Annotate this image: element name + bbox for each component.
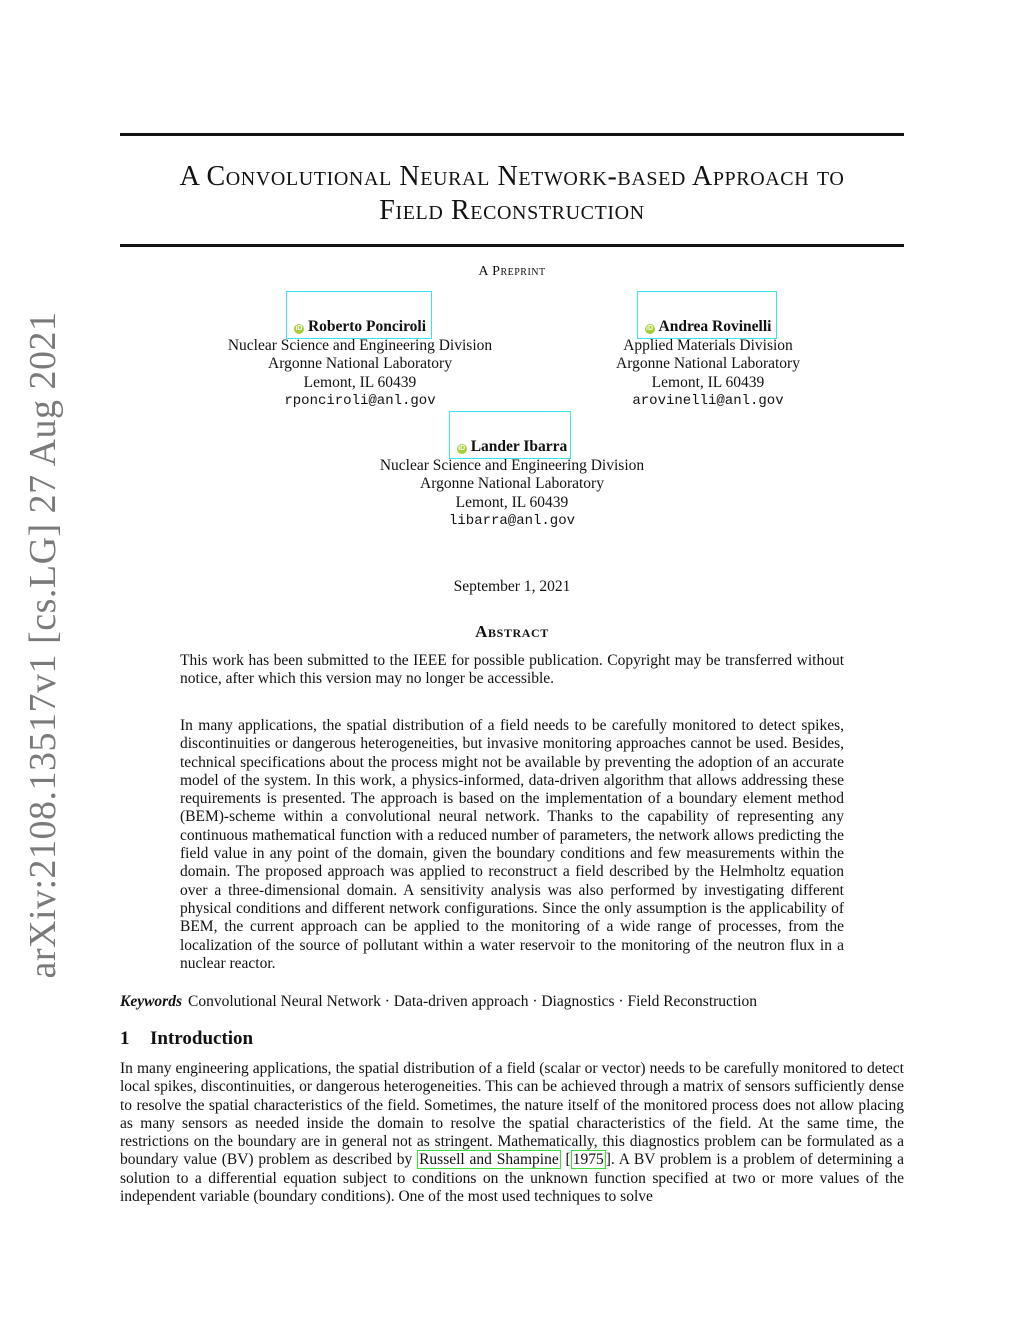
author-lab: Argonne National Laboratory xyxy=(616,355,800,372)
author-name: Andrea Rovinelli xyxy=(658,318,772,335)
orcid-icon[interactable]: iD xyxy=(458,445,466,452)
citation-link-authors[interactable]: Russell and Shampine xyxy=(419,1151,559,1169)
author-division: Nuclear Science and Engineering Division xyxy=(379,456,645,474)
arxiv-identifier-stamp[interactable]: arXiv:2108.13517v1 [cs.LG] 27 Aug 2021 xyxy=(22,311,64,979)
title-bottom-rule xyxy=(120,244,904,247)
author-name-row[interactable] xyxy=(455,438,570,457)
keywords-text: Convolutional Neural Network · Data-driven approach · Diagnostics · Field Reconstruction xyxy=(188,993,758,1010)
introduction-paragraph xyxy=(120,1060,904,1206)
author-name: Lander Ibarra xyxy=(470,438,568,455)
author-location: Lemont, IL 60439 xyxy=(303,373,417,391)
author-email[interactable]: arovinelli@anl.gov xyxy=(632,393,784,409)
orcid-icon[interactable]: iD xyxy=(295,325,303,332)
paper-title xyxy=(120,160,904,228)
keywords-label: Keywords xyxy=(120,993,182,1010)
abstract-paragraph-1: This work has been submitted to the IEEE for possible publication. Copyright may be transferred without notice, after which this version may no longer be accessible. xyxy=(180,652,844,688)
title-line-2: Field Reconstruction xyxy=(379,195,645,226)
author-name: Roberto Ponciroli xyxy=(307,318,427,335)
keywords-line xyxy=(120,993,904,1011)
author-division: Nuclear Science and Engineering Division xyxy=(227,336,493,354)
citation-link-year[interactable]: 1975 xyxy=(572,1151,604,1169)
preprint-label: A Preprint xyxy=(478,264,546,279)
author-location: Lemont, IL 60439 xyxy=(455,493,569,511)
abstract-paragraph-2: In many applications, the spatial distribution of a field needs to be carefully monitored to detect spikes, discontinuities or dangerous heterogeneities, but invasive monitoring approaches cannot be used. Besides, technical specifications about the process might not be available by preventing the adoption of an accurate model of the system. In this work, a physics-informed, data-driven algorithm that allows addressing these requirements is presented. The approach is based on the implementation of a boundary element method (BEM)-scheme within a convolutional neural network. Thanks to the capability of representing any continuous mathematical function with a reduced number of parameters, the network allows predicting the field value in any point of the domain, given the boundary conditions and few measurements within the domain. The proposed approach was applied to reconstruct a field described by the Helmholtz equation over a three-dimensional domain. A sensitivity analysis was also performed by investigating different physical conditions and different network configurations. Since the only assumption is the applicability of BEM, the current approach can be applied to the monitoring of a wide range of processes, from the localization of the source of pollutant within a water reservoir to the monitoring of the neutron flux in a nuclear reactor. xyxy=(180,717,844,972)
author-block-ibarra xyxy=(352,438,672,531)
abstract-heading: Abstract xyxy=(475,622,549,641)
orcid-icon[interactable]: iD xyxy=(646,325,654,332)
author-block-rovinelli xyxy=(588,318,828,411)
publication-date: September 1, 2021 xyxy=(453,578,571,595)
citation-bracket-open: [ xyxy=(560,1151,571,1169)
author-name-row[interactable] xyxy=(292,318,428,337)
author-location: Lemont, IL 60439 xyxy=(651,373,765,391)
title-top-rule xyxy=(120,133,904,136)
section-heading-introduction xyxy=(120,1028,253,1050)
section-title: Introduction xyxy=(150,1028,254,1049)
author-division: Applied Materials Division xyxy=(623,336,793,354)
intro-text-after-citation: . A BV problem is a problem of determining a solution to a differential equation subject to conditions on the unknown function specified at two or more values of the independent variable (boundary conditions). One of the most used techniques to solve xyxy=(120,1151,904,1206)
author-block-ponciroli xyxy=(200,318,520,411)
intro-text-before-citation: In many engineering applications, the spatial distribution of a field (scalar or vector) needs to be carefully monitored to detect local spikes, discontinuities, or dangerous heterogeneities. This can be achieved through a matrix of sensors sufficiently dense to resolve the spatial characteristics of the field. Sometimes, the nature itself of the monitored process does not allow placing as many sensors as needed inside the domain to resolve the spatial characteristics of the field. At the same time, the restrictions on the boundary are in general not as stringent. Mathematically, this diagnostics problem can be formulated as a boundary value (BV) problem as described by xyxy=(120,1060,904,1169)
author-email[interactable]: libarra@anl.gov xyxy=(448,513,576,529)
section-number: 1 xyxy=(120,1028,130,1049)
author-lab: Argonne National Laboratory xyxy=(268,355,452,372)
title-line-1: A Convolutional Neural Network-based Approach to xyxy=(179,161,845,192)
author-lab: Argonne National Laboratory xyxy=(420,475,604,492)
author-email[interactable]: rponciroli@anl.gov xyxy=(284,393,436,409)
citation-bracket-close: ] xyxy=(605,1151,611,1169)
author-name-row[interactable] xyxy=(643,318,774,337)
